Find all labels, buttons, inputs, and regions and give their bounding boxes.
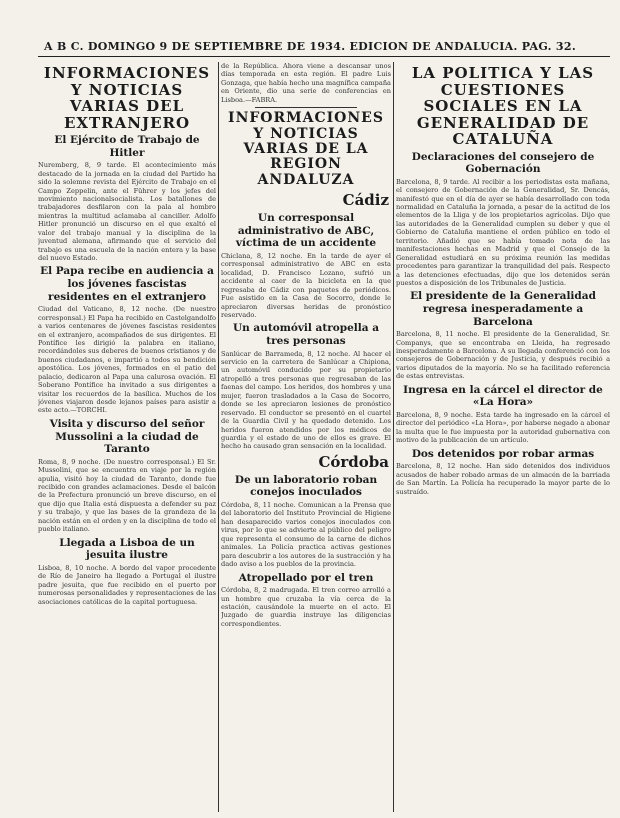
- article-headline: El Ejército de Trabajo de Hitler: [54, 134, 200, 159]
- article-headline: Llegada a Lisboa de un jesuita ilustre: [59, 536, 195, 562]
- column-catalonia-politics: [396, 62, 610, 812]
- article-body: Nuremberg, 8, 9 tarde. El acontecimiento más destacado de la jornada en la ciudad del Partido ha sido la solemne revista del Ejército de Trabajo en el Campo Zeppelin, ante el Führer y los jefes del movimiento nacionalsocialista. Los batallones de trabajadores desfilaron con la pala al hombro mientras la multitud aclamaba al canciller. Adolfo Hitler pronunció un discurso en el que exaltó el valor del trabajo manual y la disciplina de la juventud alemana, afirmando que el servicio del trabajo es una escuela de la nación entera y la base del nuevo Estado.: [38, 161, 216, 262]
- article-headline: Un automóvil atropella a tres personas: [232, 322, 380, 348]
- column-andalusia-news: [221, 62, 391, 812]
- divider: [255, 107, 357, 108]
- article-headline: Dos detenidos por robar armas: [411, 447, 595, 460]
- article-headline: Visita y discurso del señor Mussolini a la ciudad de Taranto: [49, 417, 205, 456]
- header-rule: [38, 56, 610, 57]
- place-heading-cadiz: Cádiz: [342, 191, 389, 210]
- article-body: Chiclana, 8, 12 noche. En la tarde de ayer el corresponsal administrativo de ABC en esta localidad, D. Francisco Lozano, sufrió un accidente al caer de la bicicleta en la que regresaba de Cádiz con paquetes de periódicos. Fue asistido en la Casa de Socorro, donde le apreciaron diversas heridas de pronóstico reservado.: [221, 251, 391, 319]
- article-headline: De un laboratorio roban conejos inoculados: [234, 473, 378, 499]
- section-title-andalusia: INFORMACIONES Y NOTICIAS VARIAS DE LA REGION ANDALUZA: [228, 110, 384, 188]
- article-headline: Un corresponsal administrativo de ABC, víctima de un accidente: [235, 212, 377, 250]
- article-body: Ciudad del Vaticano, 8, 12 noche. (De nuestro corresponsal.) El Papa ha recibido en Castelgandolfo a varios centenares de jóvenes fascistas residentes en el extranjero, acompañados de sus dirigentes. El Pontífice les dirigió la palabra en italiano, recordándoles sus deberes de buenos cristianos y de buenos ciudadanos, e impartió a todos su bendición apostólica. Los jóvenes, formados en el patio del palacio, dedicaron al Papa una calurosa ovación. El Soberano Pontífice ha invitado a sus dirigentes a visitar los recuerdos de la basílica. Muchos de los jóvenes viajaron desde lejanos países para asistir a este acto.—TORCHI.: [38, 305, 216, 415]
- article-body: Lisboa, 8, 10 noche. A bordo del vapor procedente de Río de Janeiro ha llegado a Portugal el ilustre padre jesuita, que fue recibido en el puerto por numerosas personalidades y representaciones de las asociaciones católicas de la capital portuguesa.: [38, 563, 216, 606]
- article-headline: El presidente de la Generalidad regresa inesperadamente a Barcelona: [410, 290, 596, 328]
- column-foreign-news: [38, 62, 216, 812]
- page-header: A B C. DOMINGO 9 DE SEPTIEMBRE DE 1934. EDICION DE ANDALUCIA. PAG. 32.: [44, 40, 576, 53]
- article-body: Barcelona, 8, 12 noche. Han sido detenidos dos individuos acusados de haber robado armas de un almacén de la barriada de San Martín. La Policía ha recuperado la mayor parte de lo sustraído.: [396, 462, 610, 496]
- article-body: Barcelona, 8, 9 tarde. Al recibir a los periodistas esta mañana, el consejero de Gobernación de la Generalidad, Sr. Dencás, manifestó que en el día de ayer se había desarrollado con toda normalidad en Cataluña la jornada, a pesar de la actitud de los elementos de la Lliga y de los propietarios agrícolas. Dijo que las autoridades de la Generalidad cumplen su deber y que el Gobierno de Cataluña mantiene el orden público en todo el territorio. Añadió que se había tomado nota de las manifestaciones hechas en Madrid y que el Consejo de la Generalidad estudiará en su próxima reunión las medidas procedentes para garantizar la tranquilidad del país. Respecto a las detenciones efectuadas, dijo que los detenidos serán puestos a disposición de los Tribunales de Justicia.: [396, 177, 610, 287]
- article-body: Córdoba, 8, 2 madrugada. El tren correo arrolló a un hombre que cruzaba la vía cerca de la estación, causándole la muerte en el acto. El Juzgado de guardia instruye las diligencias correspondientes.: [221, 586, 391, 628]
- article-headline: Ingresa en la cárcel el director de «La Hora»: [403, 383, 603, 409]
- place-heading-cordoba: Córdoba: [318, 452, 389, 471]
- article-body: Roma, 8, 9 noche. (De nuestro corresponsal.) El Sr. Mussolini, que se encuentra en viaje por la región apulia, visitó hoy la ciudad de Taranto, donde fue recibido con grandes aclamaciones. Desde el balcón de la Prefectura pronunció un breve discurso, en el que dijo que Italia está dispuesta a defender su paz y su trabajo, y que las bases de la grandeza de la nación están en el orden y en la disciplina de todo el pueblo italiano.: [38, 457, 216, 534]
- section-title-catalonia: LA POLITICA Y LAS CUESTIONES SOCIALES EN LA GENERALIDAD DE CATALUÑA: [411, 64, 595, 148]
- article-headline: Atropellado por el tren: [238, 571, 374, 584]
- article-body: Barcelona, 8, 11 noche. El presidente de la Generalidad, Sr. Companys, que se encontraba en Lleida, ha regresado inesperadamente a Barcelona. A su llegada conferenció con los consejeros de Gobernación y de Justicia, y después recibió a varios diputados de la mayoría. No se ha facilitado referencia de estas entrevistas.: [396, 330, 610, 381]
- column-divider-1: [218, 62, 219, 812]
- article-body: Sanlúcar de Barrameda, 8, 12 noche. Al hacer el servicio en la carretera de Sanlúcar a Chipiona, un automóvil conducido por su propietario atropelló a tres personas que regresaban de las faenas del campo. Los heridos, dos hombres y una mujer, fueron trasladados a la Casa de Socorro, donde se les apreciaron lesiones de pronóstico reservado. El conductor se presentó en el cuartel de la Guardia Civil y ha quedado detenido. Los heridos fueron atendidos por los médicos de guardia y el estado de uno de ellos es grave. El hecho ha causado gran sensación en la localidad.: [221, 349, 391, 451]
- article-headline: El Papa recibe en audiencia a los jóvenes fascistas residentes en el extranjero: [40, 265, 214, 303]
- column-divider-2: [393, 62, 394, 812]
- article-headline: Declaraciones del consejero de Gobernación: [411, 150, 595, 176]
- article-body: Barcelona, 8, 9 noche. Esta tarde ha ingresado en la cárcel el director del periódico «La Hora», por haberse negado a abonar la multa que le fue impuesta por la autoridad gubernativa con motivo de la publicación de un artículo.: [396, 410, 610, 445]
- section-title-foreign: INFORMACIONES Y NOTICIAS VARIAS DEL EXTRANJERO: [43, 64, 211, 132]
- article-body: Córdoba, 8, 11 noche. Comunican a la Prensa que del laboratorio del Instituto Provincial de Higiene han desaparecido varios conejos inoculados con virus, por lo que se advierte al público del peligro que representa el consumo de la carne de dichos animales. La Policía practica activas gestiones para descubrir a los autores de la sustracción y ha dado aviso a los pueblos de la provincia.: [221, 501, 391, 569]
- article-continuation: de la República. Ahora viene a descansar unos días temporada en esta región. El padre Luis Gonzaga, que había hecho una magnífica campaña en Oriente, dio una serie de conferencias en Lisboa.—FABRA.: [221, 62, 391, 104]
